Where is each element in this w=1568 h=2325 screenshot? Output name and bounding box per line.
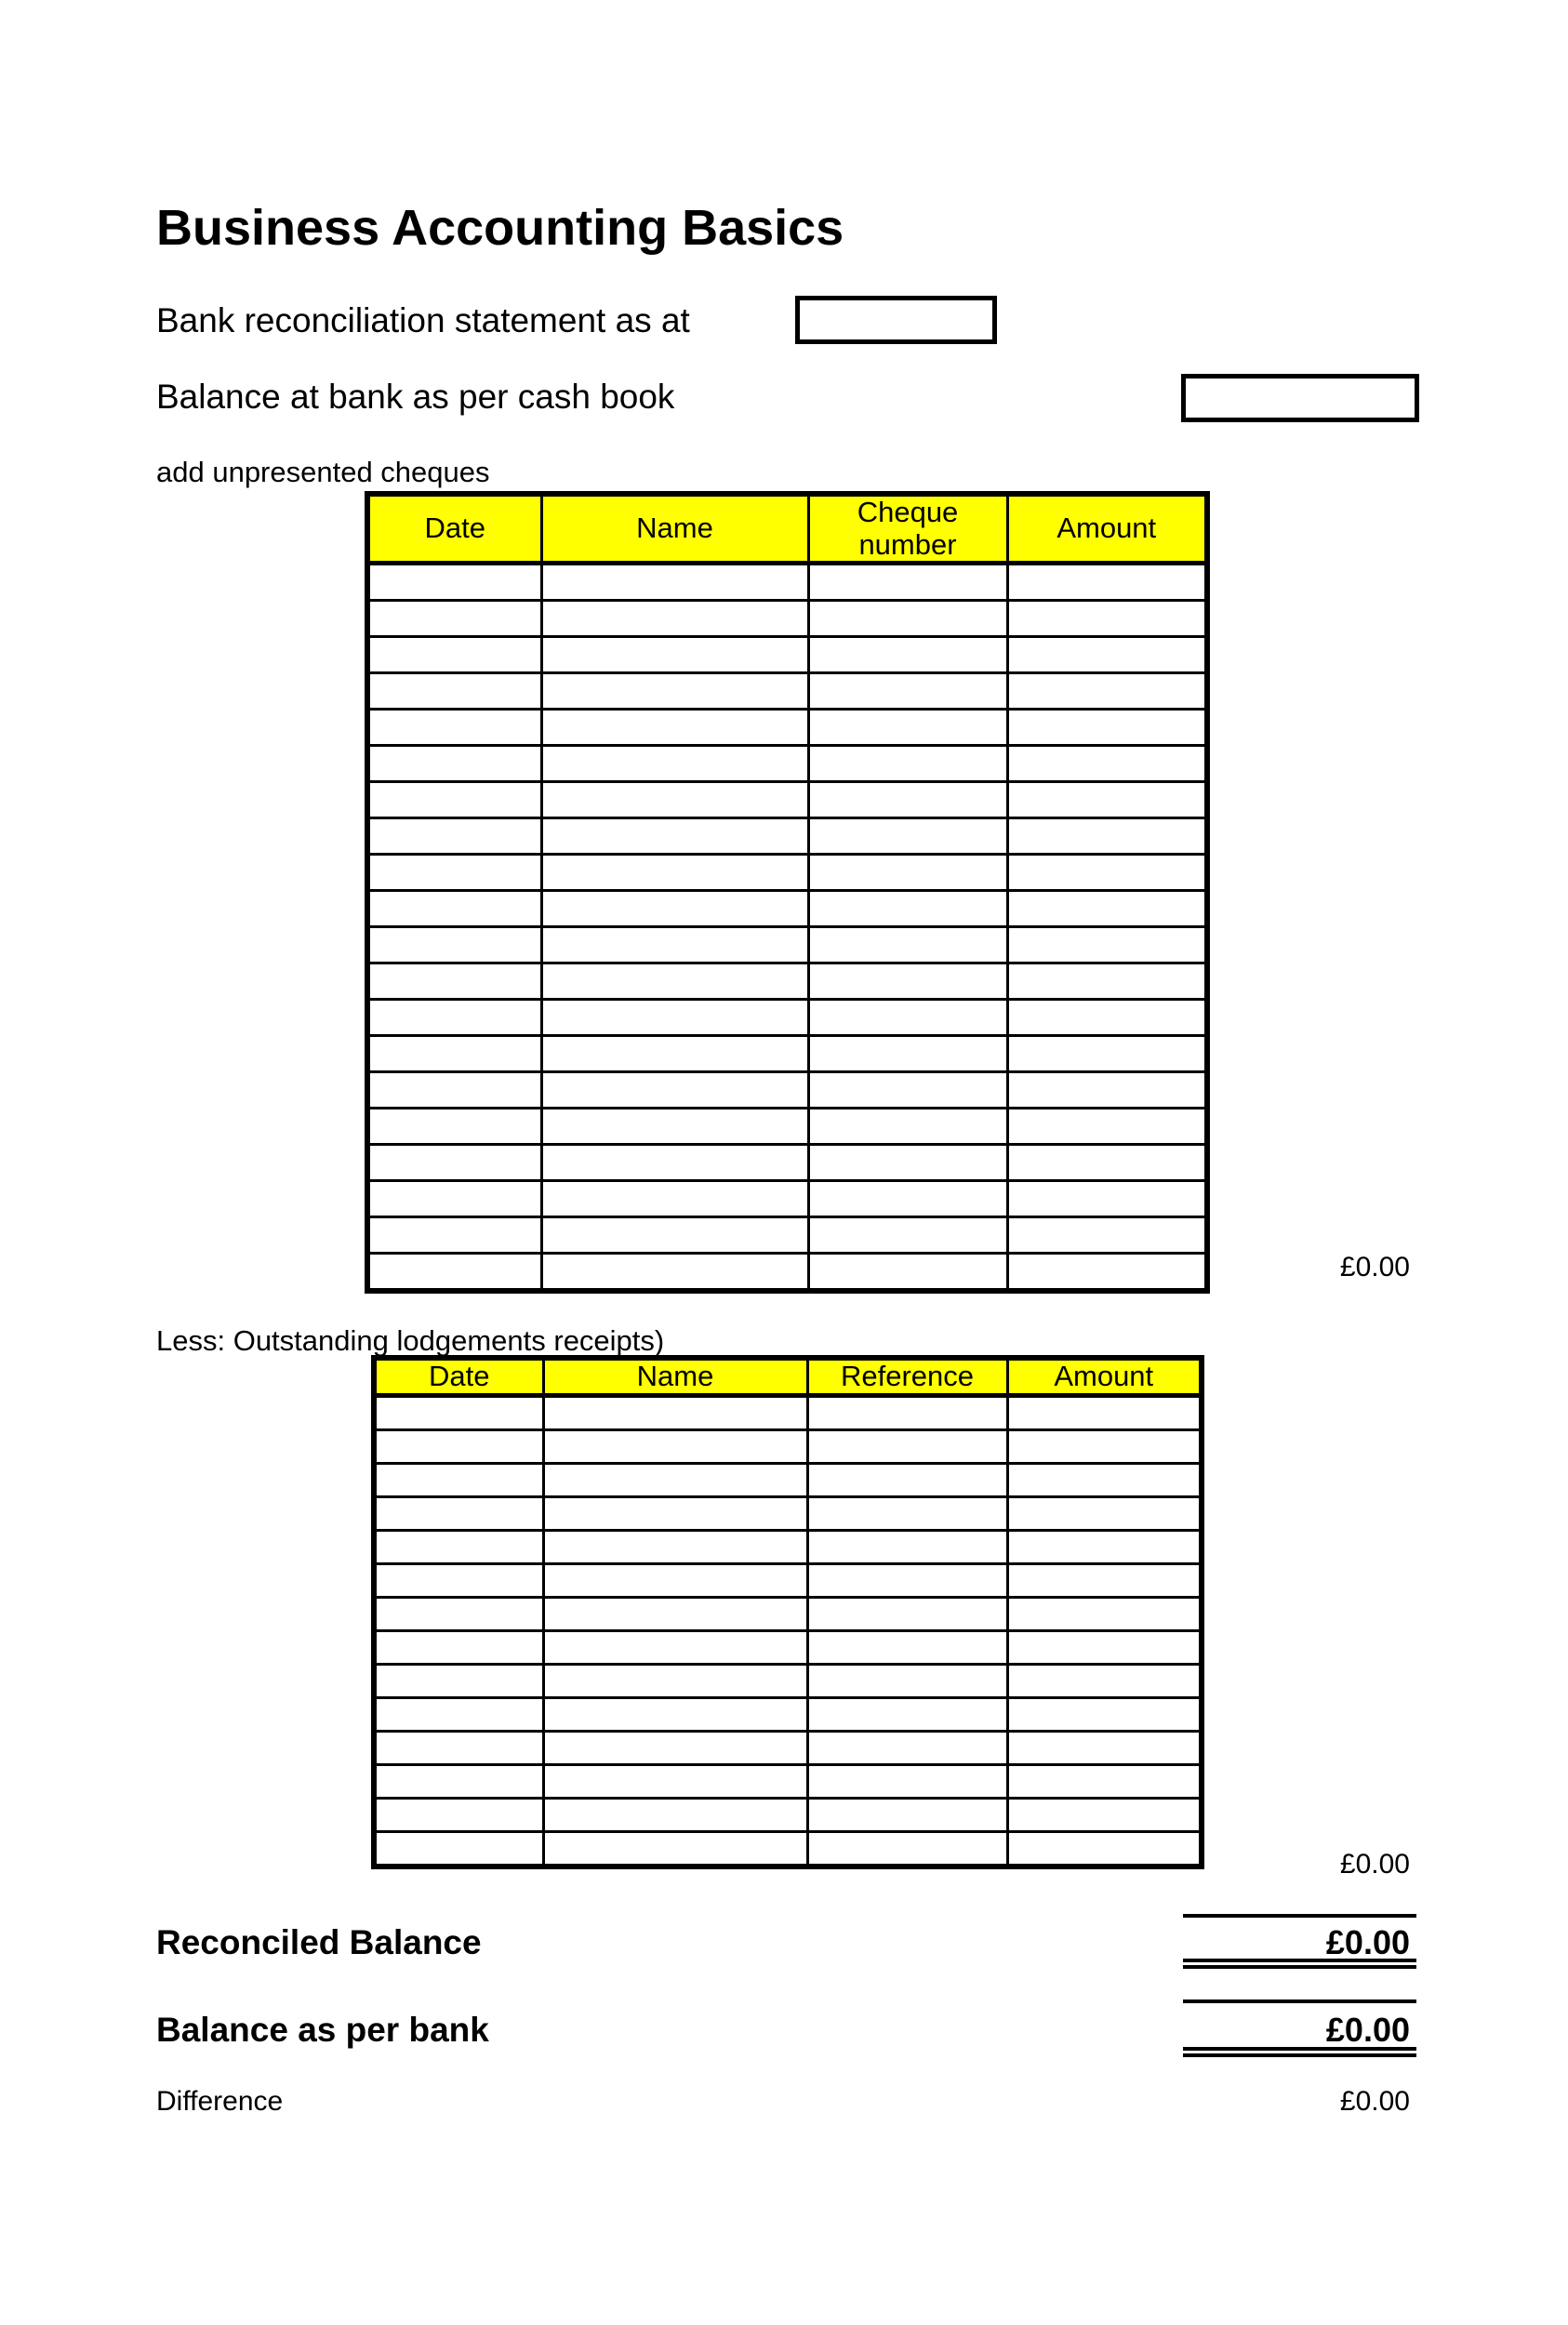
table-cell[interactable] xyxy=(808,1072,1007,1109)
table-row xyxy=(374,1798,1202,1831)
difference-value: £0.00 xyxy=(1339,2086,1410,2117)
outstanding-lodgements-table xyxy=(371,1355,1204,1869)
table-row xyxy=(367,1109,1207,1145)
table-cell[interactable] xyxy=(374,1664,543,1697)
table-cell[interactable] xyxy=(374,1764,543,1798)
table-cell[interactable] xyxy=(808,963,1007,1000)
table-cell[interactable] xyxy=(808,1036,1007,1072)
table-row xyxy=(374,1731,1202,1764)
table-cell[interactable] xyxy=(374,1496,543,1530)
table-cell[interactable] xyxy=(543,1563,807,1597)
table-row xyxy=(374,1764,1202,1798)
table-cell[interactable] xyxy=(808,564,1007,601)
table-cell[interactable] xyxy=(541,818,808,855)
table-row xyxy=(374,1530,1202,1563)
table-row xyxy=(374,1697,1202,1731)
table-cell[interactable] xyxy=(808,782,1007,818)
table-cell[interactable] xyxy=(808,601,1007,637)
table-cell[interactable] xyxy=(367,818,541,855)
table-cell[interactable] xyxy=(808,1109,1007,1145)
table-cell[interactable] xyxy=(807,1597,1007,1630)
table-cell[interactable] xyxy=(541,710,808,746)
table-row xyxy=(374,1831,1202,1867)
table-row xyxy=(367,710,1207,746)
table-cell[interactable] xyxy=(1007,1036,1207,1072)
table-cell[interactable] xyxy=(543,1731,807,1764)
table-cell[interactable] xyxy=(543,1395,807,1429)
table-cell[interactable] xyxy=(541,1000,808,1036)
table-row xyxy=(367,1072,1207,1109)
table-cell[interactable] xyxy=(1007,710,1207,746)
table-cell[interactable] xyxy=(807,1731,1007,1764)
table-row xyxy=(374,1563,1202,1597)
column-header-amount: Amount xyxy=(1007,494,1207,564)
table-header-row xyxy=(374,1358,1202,1395)
table-cell[interactable] xyxy=(541,891,808,927)
table-cell[interactable] xyxy=(541,1072,808,1109)
table-cell[interactable] xyxy=(543,1798,807,1831)
table-cell[interactable] xyxy=(807,1563,1007,1597)
table-cell[interactable] xyxy=(541,601,808,637)
table-cell[interactable] xyxy=(541,746,808,782)
table-cell[interactable] xyxy=(808,855,1007,891)
table-cell[interactable] xyxy=(374,1395,543,1429)
table-cell[interactable] xyxy=(1007,927,1207,963)
table-cell[interactable] xyxy=(807,1831,1007,1867)
table-cell[interactable] xyxy=(807,1697,1007,1731)
table-cell[interactable] xyxy=(1007,601,1207,637)
table-cell[interactable] xyxy=(374,1831,543,1867)
table-cell[interactable] xyxy=(1007,1731,1202,1764)
table-cell[interactable] xyxy=(543,1764,807,1798)
table-row xyxy=(374,1630,1202,1664)
page-title: Business Accounting Basics xyxy=(156,200,844,256)
table-row xyxy=(367,601,1207,637)
table-cell[interactable] xyxy=(367,1145,541,1181)
table-cell[interactable] xyxy=(543,1831,807,1867)
table-cell[interactable] xyxy=(1007,1798,1202,1831)
table-cell[interactable] xyxy=(541,1181,808,1217)
table-cell[interactable] xyxy=(541,1109,808,1145)
table-cell[interactable] xyxy=(808,1145,1007,1181)
table-cell[interactable] xyxy=(367,1181,541,1217)
bank-balance-double-rule xyxy=(1183,2047,1416,2057)
table-cell[interactable] xyxy=(807,1395,1007,1429)
table-cell[interactable] xyxy=(374,1630,543,1664)
table-cell[interactable] xyxy=(1007,746,1207,782)
table-cell[interactable] xyxy=(367,637,541,673)
table-cell[interactable] xyxy=(543,1429,807,1463)
table-cell[interactable] xyxy=(367,746,541,782)
table-row xyxy=(367,1000,1207,1036)
table-cell[interactable] xyxy=(808,673,1007,710)
table-cell[interactable] xyxy=(807,1630,1007,1664)
reconciled-top-rule xyxy=(1183,1914,1416,1918)
table-cell[interactable] xyxy=(367,564,541,601)
table-cell[interactable] xyxy=(1007,673,1207,710)
column-header-reference: Reference xyxy=(807,1358,1007,1395)
table-row xyxy=(367,927,1207,963)
table-cell[interactable] xyxy=(543,1496,807,1530)
table-cell[interactable] xyxy=(1007,1254,1207,1292)
table-cell[interactable] xyxy=(1007,818,1207,855)
table-row xyxy=(367,637,1207,673)
table-cell[interactable] xyxy=(808,1217,1007,1254)
table-row xyxy=(374,1664,1202,1697)
reconciled-balance-label: Reconciled Balance xyxy=(156,1923,482,1961)
table-cell[interactable] xyxy=(374,1798,543,1831)
table-cell[interactable] xyxy=(541,1145,808,1181)
reconciled-double-rule xyxy=(1183,1959,1416,1969)
table-cell[interactable] xyxy=(808,710,1007,746)
table-cell[interactable] xyxy=(541,637,808,673)
table-cell[interactable] xyxy=(1007,1181,1207,1217)
table-cell[interactable] xyxy=(367,673,541,710)
table-row xyxy=(367,1145,1207,1181)
table-row xyxy=(367,1254,1207,1292)
table-cell[interactable] xyxy=(543,1664,807,1697)
table-cell[interactable] xyxy=(1007,1463,1202,1496)
table-row xyxy=(374,1463,1202,1496)
table-cell[interactable] xyxy=(1007,1109,1207,1145)
outstanding-lodgements-label: Less: Outstanding lodgements receipts) xyxy=(156,1324,665,1357)
cash-book-balance-input-box[interactable] xyxy=(1181,374,1419,422)
table-cell[interactable] xyxy=(1007,1000,1207,1036)
table-cell[interactable] xyxy=(374,1731,543,1764)
column-header-name: Name xyxy=(543,1358,807,1395)
table-cell[interactable] xyxy=(543,1697,807,1731)
table-cell[interactable] xyxy=(1007,1395,1202,1429)
reconciled-balance-value: £0.00 xyxy=(1325,1923,1410,1961)
table-cell[interactable] xyxy=(1007,1764,1202,1798)
column-header-name: Name xyxy=(541,494,808,564)
unpresented-cheques-label: add unpresented cheques xyxy=(156,456,490,488)
table-cell[interactable] xyxy=(807,1429,1007,1463)
table-cell[interactable] xyxy=(808,927,1007,963)
statement-date-input-box[interactable] xyxy=(795,296,997,344)
table-cell[interactable] xyxy=(807,1664,1007,1697)
table-cell[interactable] xyxy=(1007,1072,1207,1109)
table-cell[interactable] xyxy=(541,564,808,601)
table-cell[interactable] xyxy=(1007,855,1207,891)
table-cell[interactable] xyxy=(1007,1563,1202,1597)
table-cell[interactable] xyxy=(1007,1145,1207,1181)
table-cell[interactable] xyxy=(1007,1831,1202,1867)
table-cell[interactable] xyxy=(367,1109,541,1145)
table-cell[interactable] xyxy=(374,1597,543,1630)
table-row xyxy=(367,818,1207,855)
table-cell[interactable] xyxy=(367,927,541,963)
column-header-amount: Amount xyxy=(1007,1358,1202,1395)
column-header-date: Date xyxy=(374,1358,543,1395)
table-cell[interactable] xyxy=(367,891,541,927)
table-cell[interactable] xyxy=(541,927,808,963)
table-row xyxy=(374,1429,1202,1463)
table-cell[interactable] xyxy=(374,1697,543,1731)
table-cell[interactable] xyxy=(374,1530,543,1563)
table-cell[interactable] xyxy=(367,855,541,891)
table-cell[interactable] xyxy=(808,1000,1007,1036)
table-cell[interactable] xyxy=(808,818,1007,855)
statement-date-label: Bank reconciliation statement as at xyxy=(156,301,690,339)
table-cell[interactable] xyxy=(808,637,1007,673)
table-cell[interactable] xyxy=(367,601,541,637)
table-cell[interactable] xyxy=(367,1217,541,1254)
table-cell[interactable] xyxy=(808,1181,1007,1217)
table-cell[interactable] xyxy=(1007,1597,1202,1630)
table-cell[interactable] xyxy=(1007,1496,1202,1530)
table-cell[interactable] xyxy=(1007,637,1207,673)
table-cell[interactable] xyxy=(1007,1429,1202,1463)
table-cell[interactable] xyxy=(367,710,541,746)
table-row xyxy=(367,855,1207,891)
table-cell[interactable] xyxy=(808,1254,1007,1292)
table-cell[interactable] xyxy=(807,1798,1007,1831)
table-cell[interactable] xyxy=(543,1463,807,1496)
table-cell[interactable] xyxy=(367,782,541,818)
table-cell[interactable] xyxy=(541,782,808,818)
table-cell[interactable] xyxy=(1007,1664,1202,1697)
table-cell[interactable] xyxy=(1007,1630,1202,1664)
table-row xyxy=(367,1217,1207,1254)
table-cell[interactable] xyxy=(1007,1217,1207,1254)
table-cell[interactable] xyxy=(808,746,1007,782)
table-cell[interactable] xyxy=(1007,564,1207,601)
table-row xyxy=(367,891,1207,927)
table-cell[interactable] xyxy=(367,1036,541,1072)
bank-balance-top-rule xyxy=(1183,2000,1416,2003)
table-row xyxy=(374,1496,1202,1530)
table-cell[interactable] xyxy=(1007,963,1207,1000)
table-row xyxy=(367,746,1207,782)
table-cell[interactable] xyxy=(541,963,808,1000)
table-header-row xyxy=(367,494,1207,564)
table-cell[interactable] xyxy=(367,1254,541,1292)
table-row xyxy=(367,1181,1207,1217)
table-cell[interactable] xyxy=(543,1530,807,1563)
table-cell[interactable] xyxy=(1007,891,1207,927)
table-cell[interactable] xyxy=(808,891,1007,927)
bank-balance-value: £0.00 xyxy=(1325,2011,1410,2049)
table-row xyxy=(367,564,1207,601)
table-row xyxy=(367,673,1207,710)
table-cell[interactable] xyxy=(541,1217,808,1254)
column-header-date: Date xyxy=(367,494,541,564)
table-cell[interactable] xyxy=(541,1036,808,1072)
table-cell[interactable] xyxy=(367,1072,541,1109)
table-cell[interactable] xyxy=(807,1530,1007,1563)
table-cell[interactable] xyxy=(807,1496,1007,1530)
cash-book-balance-label: Balance at bank as per cash book xyxy=(156,378,675,416)
table-cell[interactable] xyxy=(367,963,541,1000)
unpresented-total-value: £0.00 xyxy=(1339,1252,1410,1282)
table-cell[interactable] xyxy=(541,855,808,891)
table-cell[interactable] xyxy=(374,1463,543,1496)
table-cell[interactable] xyxy=(1007,1530,1202,1563)
table-row xyxy=(367,1036,1207,1072)
table-row xyxy=(374,1395,1202,1429)
unpresented-cheques-table xyxy=(365,491,1210,1294)
table-row xyxy=(374,1597,1202,1630)
table-cell[interactable] xyxy=(541,673,808,710)
lodgements-total-value: £0.00 xyxy=(1339,1849,1410,1880)
table-cell[interactable] xyxy=(543,1630,807,1664)
table-cell[interactable] xyxy=(1007,1697,1202,1731)
difference-label: Difference xyxy=(156,2086,284,2117)
table-cell[interactable] xyxy=(543,1597,807,1630)
table-cell[interactable] xyxy=(807,1463,1007,1496)
table-cell[interactable] xyxy=(541,1254,808,1292)
table-row xyxy=(367,963,1207,1000)
table-cell[interactable] xyxy=(807,1764,1007,1798)
table-cell[interactable] xyxy=(374,1429,543,1463)
table-cell[interactable] xyxy=(1007,782,1207,818)
table-row xyxy=(367,782,1207,818)
table-cell[interactable] xyxy=(367,1000,541,1036)
bank-balance-label: Balance as per bank xyxy=(156,2011,489,2049)
table-cell[interactable] xyxy=(374,1563,543,1597)
column-header-cheque-number: Cheque number xyxy=(808,494,1007,564)
